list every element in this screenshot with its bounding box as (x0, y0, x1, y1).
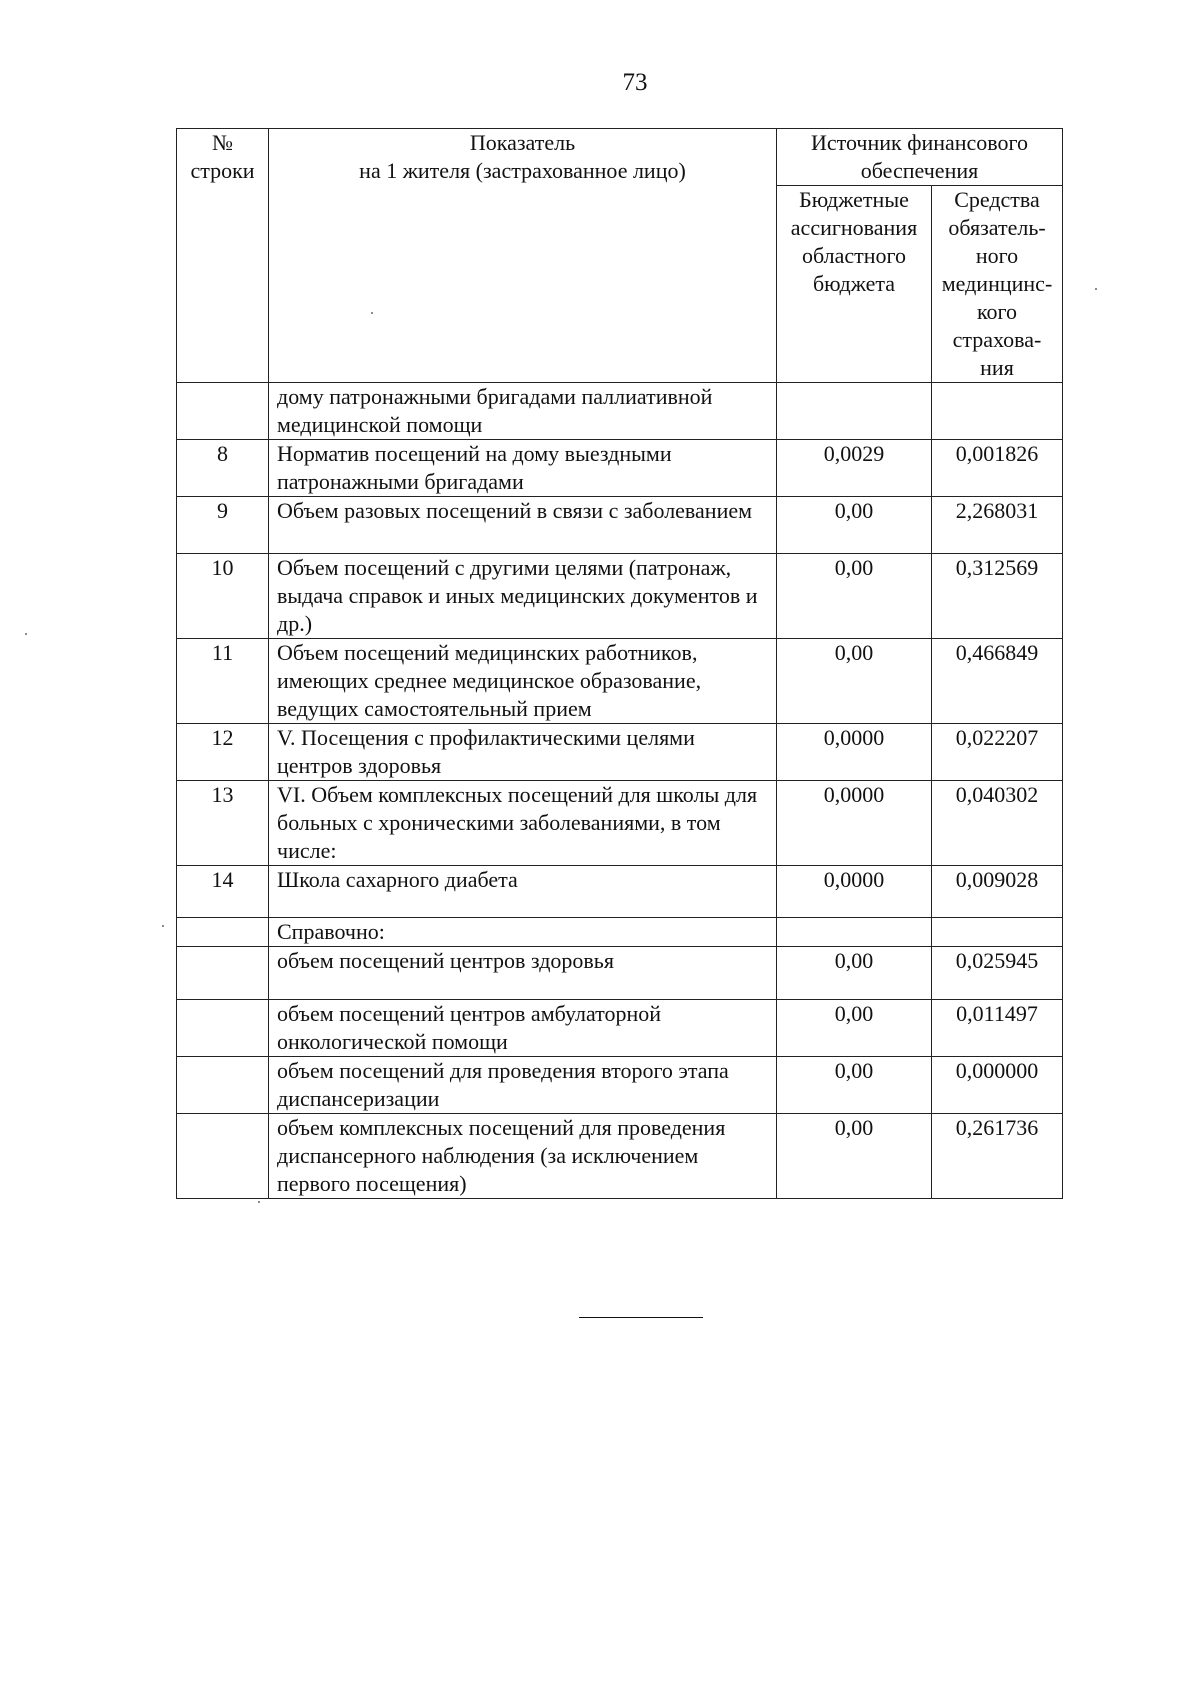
row-budget: 0,00 (777, 1114, 932, 1199)
row-budget: 0,00 (777, 1000, 932, 1057)
header-indicator: Показатель на 1 жителя (застрахованное лицо) (269, 129, 777, 383)
row-oms: 2,268031 (932, 497, 1063, 554)
row-indicator: объем посещений центров амбулаторной онкологической помощи (269, 1000, 777, 1057)
row-indicator: объем комплексных посещений для проведения диспансерного наблюдения (за исключением первого посещения) (269, 1114, 777, 1199)
row-number: 13 (177, 781, 269, 866)
header-row-top (177, 129, 1063, 186)
row-oms: 0,466849 (932, 639, 1063, 724)
indicators-table (176, 128, 1063, 1199)
row-number: 9 (177, 497, 269, 554)
table-row (177, 1057, 1063, 1114)
row-indicator: Объем посещений медицинских работников, имеющих среднее медицинское образование, ведущих самостоятельный прием (269, 639, 777, 724)
row-budget: 0,00 (777, 554, 932, 639)
row-number: 14 (177, 866, 269, 918)
row-indicator: Справочно: (269, 918, 777, 947)
table-row (177, 497, 1063, 554)
row-indicator: дому патронажными бригадами паллиативной медицинской помощи (269, 383, 777, 440)
row-indicator: Норматив посещений на дому выездными патронажными бригадами (269, 440, 777, 497)
table-row (177, 947, 1063, 1000)
row-indicator: Школа сахарного диабета (269, 866, 777, 918)
row-indicator: объем посещений для проведения второго этапа диспансеризации (269, 1057, 777, 1114)
row-budget: 0,0029 (777, 440, 932, 497)
table-row (177, 724, 1063, 781)
row-budget: 0,00 (777, 1057, 932, 1114)
row-oms: 0,022207 (932, 724, 1063, 781)
table-row (177, 639, 1063, 724)
row-indicator: V. Посещения с профилактическими целями центров здоровья (269, 724, 777, 781)
scan-speck (25, 633, 27, 635)
row-number (177, 1057, 269, 1114)
table-row (177, 1114, 1063, 1199)
table-row (177, 781, 1063, 866)
row-oms: 0,001826 (932, 440, 1063, 497)
table-row (177, 1000, 1063, 1057)
row-budget: 0,00 (777, 947, 932, 1000)
table-row (177, 554, 1063, 639)
scan-speck (1095, 288, 1097, 290)
row-oms (932, 918, 1063, 947)
row-indicator: Объем посещений с другими целями (патронаж, выдача справок и иных медицинских документов и др.) (269, 554, 777, 639)
row-oms: 0,312569 (932, 554, 1063, 639)
scan-speck (162, 925, 164, 927)
row-indicator: VI. Объем комплексных посещений для школы для больных с хроническими заболеваниями, в том числе: (269, 781, 777, 866)
row-indicator: объем посещений центров здоровья (269, 947, 777, 1000)
row-budget: 0,0000 (777, 724, 932, 781)
row-indicator: Объем разовых посещений в связи с заболеванием (269, 497, 777, 554)
table-row (177, 866, 1063, 918)
header-row-number: № строки (177, 129, 269, 383)
row-number (177, 383, 269, 440)
header-budget: Бюджетные ассигнования областного бюджета (777, 186, 932, 383)
row-oms: 0,009028 (932, 866, 1063, 918)
row-number: 12 (177, 724, 269, 781)
row-budget (777, 383, 932, 440)
row-number (177, 947, 269, 1000)
table-row (177, 440, 1063, 497)
table-row (177, 383, 1063, 440)
row-budget: 0,00 (777, 639, 932, 724)
end-of-document-rule (579, 1317, 703, 1318)
row-number (177, 1000, 269, 1057)
row-number (177, 918, 269, 947)
table-row-reference-heading (177, 918, 1063, 947)
row-oms (932, 383, 1063, 440)
row-number: 8 (177, 440, 269, 497)
scan-speck (258, 1201, 260, 1203)
row-budget: 0,0000 (777, 781, 932, 866)
row-budget (777, 918, 932, 947)
row-budget: 0,0000 (777, 866, 932, 918)
row-oms: 0,000000 (932, 1057, 1063, 1114)
header-funding-source: Источник финансового обеспечения (777, 129, 1063, 186)
header-oms: Средства обязатель- ного мединцинс- кого страхова- ния (932, 186, 1063, 383)
page-number: 73 (622, 69, 648, 96)
row-number: 11 (177, 639, 269, 724)
row-budget: 0,00 (777, 497, 932, 554)
row-oms: 0,025945 (932, 947, 1063, 1000)
row-number (177, 1114, 269, 1199)
row-oms: 0,040302 (932, 781, 1063, 866)
row-oms: 0,011497 (932, 1000, 1063, 1057)
scan-speck (371, 312, 373, 314)
row-oms: 0,261736 (932, 1114, 1063, 1199)
row-number: 10 (177, 554, 269, 639)
